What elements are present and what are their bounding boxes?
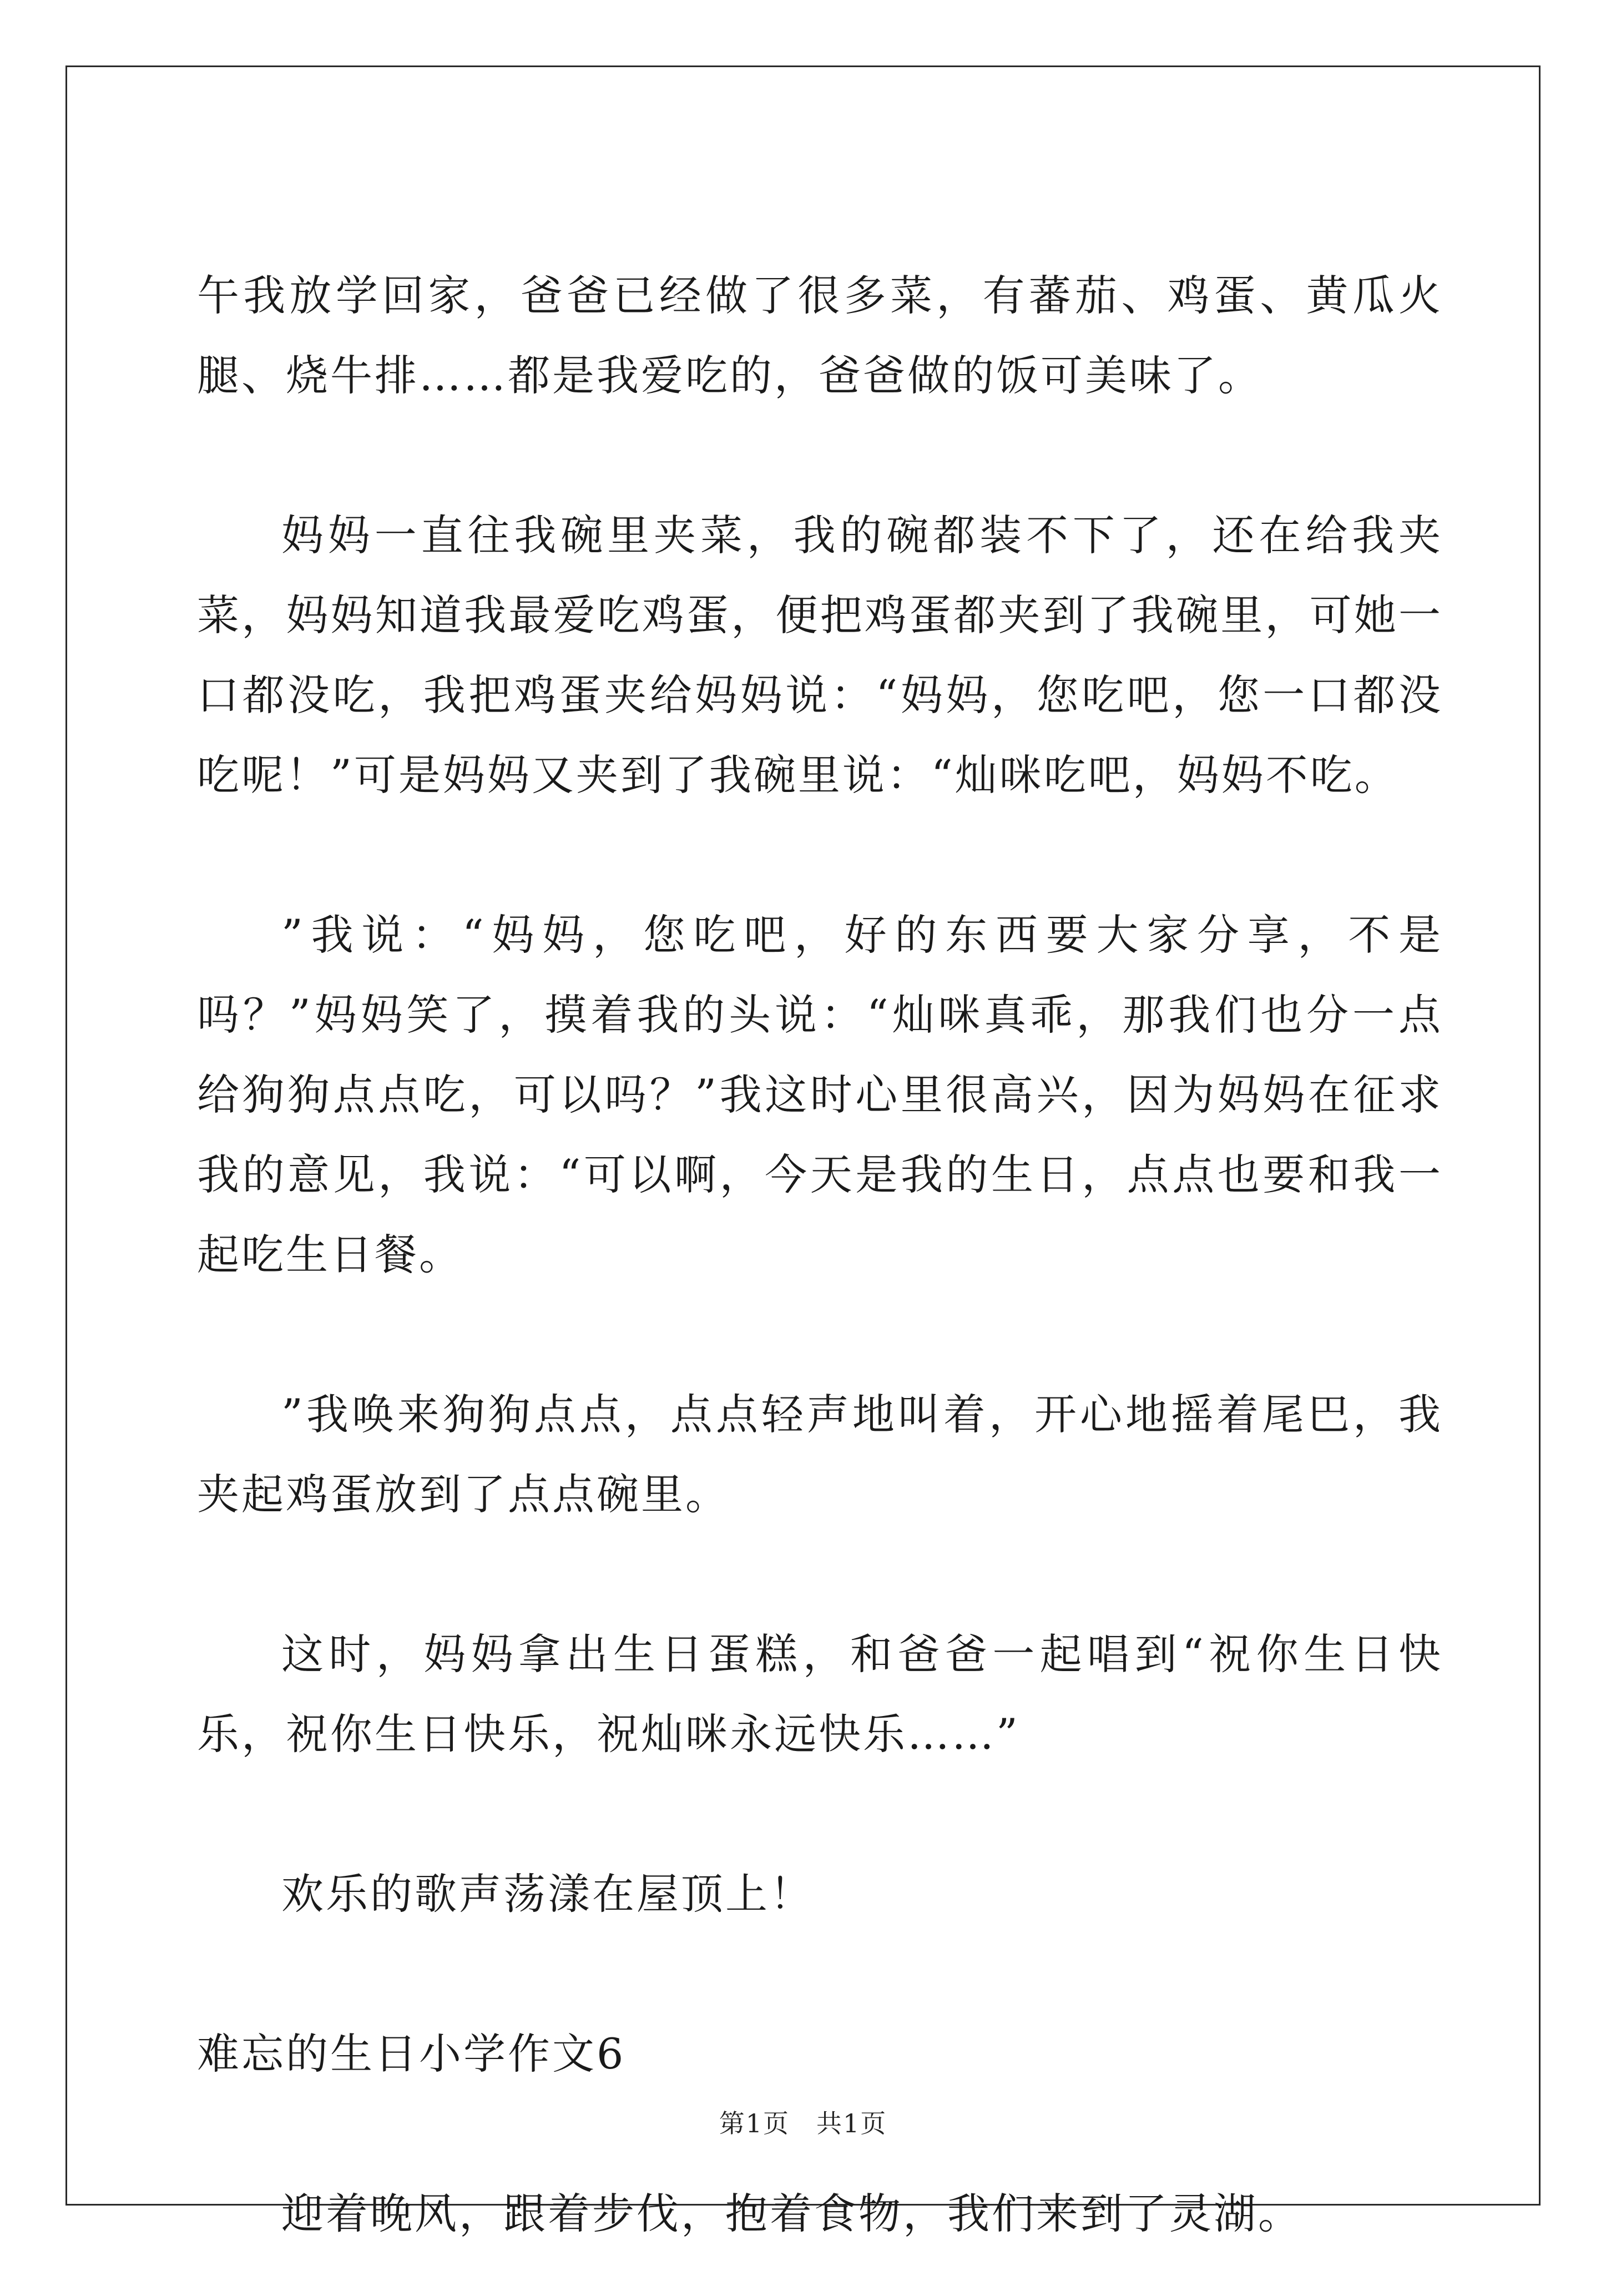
- paragraph-7: 迎着晚风，跟着步伐，抱着食物，我们来到了灵湖。: [281, 2189, 1302, 2238]
- section-heading: 难忘的生日小学作文6: [197, 2029, 626, 2078]
- paragraph-6: 欢乐的歌声荡漾在屋顶上！: [281, 1869, 814, 1919]
- paragraph-3: ”我说：“妈妈，您吃吧，好的东西要大家分享，不是吗？”妈妈笑了，摸着我的头说：“灿咪真乖，那我们也分一点给狗狗点点吃，可以吗？”我这时心里很高兴，因为妈妈在征求我的意见，我说：“可以啊，今天是我的生日，点点也要和我一起吃生日餐。: [197, 910, 1443, 1279]
- paragraph-5: 这时，妈妈拿出生日蛋糕，和爸爸一起唱到“祝你生日快乐，祝你生日快乐，祝灿咪永远快乐……”: [197, 1629, 1443, 1759]
- paragraph-2: 妈妈一直往我碗里夹菜，我的碗都装不下了，还在给我夹菜，妈妈知道我最爱吃鸡蛋，便把鸡蛋都夹到了我碗里，可她一口都没吃，我把鸡蛋夹给妈妈说：“妈妈，您吃吧，您一口都没吃呢！”可是妈妈又夹到了我碗里说：“灿咪吃吧，妈妈不吃。: [197, 511, 1443, 800]
- page-footer: 第1页 共1页: [719, 2108, 887, 2138]
- document-body: [197, 214, 1443, 2296]
- paragraph-4: ”我唤来狗狗点点，点点轻声地叫着，开心地摇着尾巴，我夹起鸡蛋放到了点点碗里。: [197, 1390, 1443, 1519]
- paragraph-1: 午我放学回家，爸爸已经做了很多菜，有蕃茄、鸡蛋、黄瓜火腿、烧牛排……都是我爱吃的，爸爸做的饭可美味了。: [197, 271, 1443, 400]
